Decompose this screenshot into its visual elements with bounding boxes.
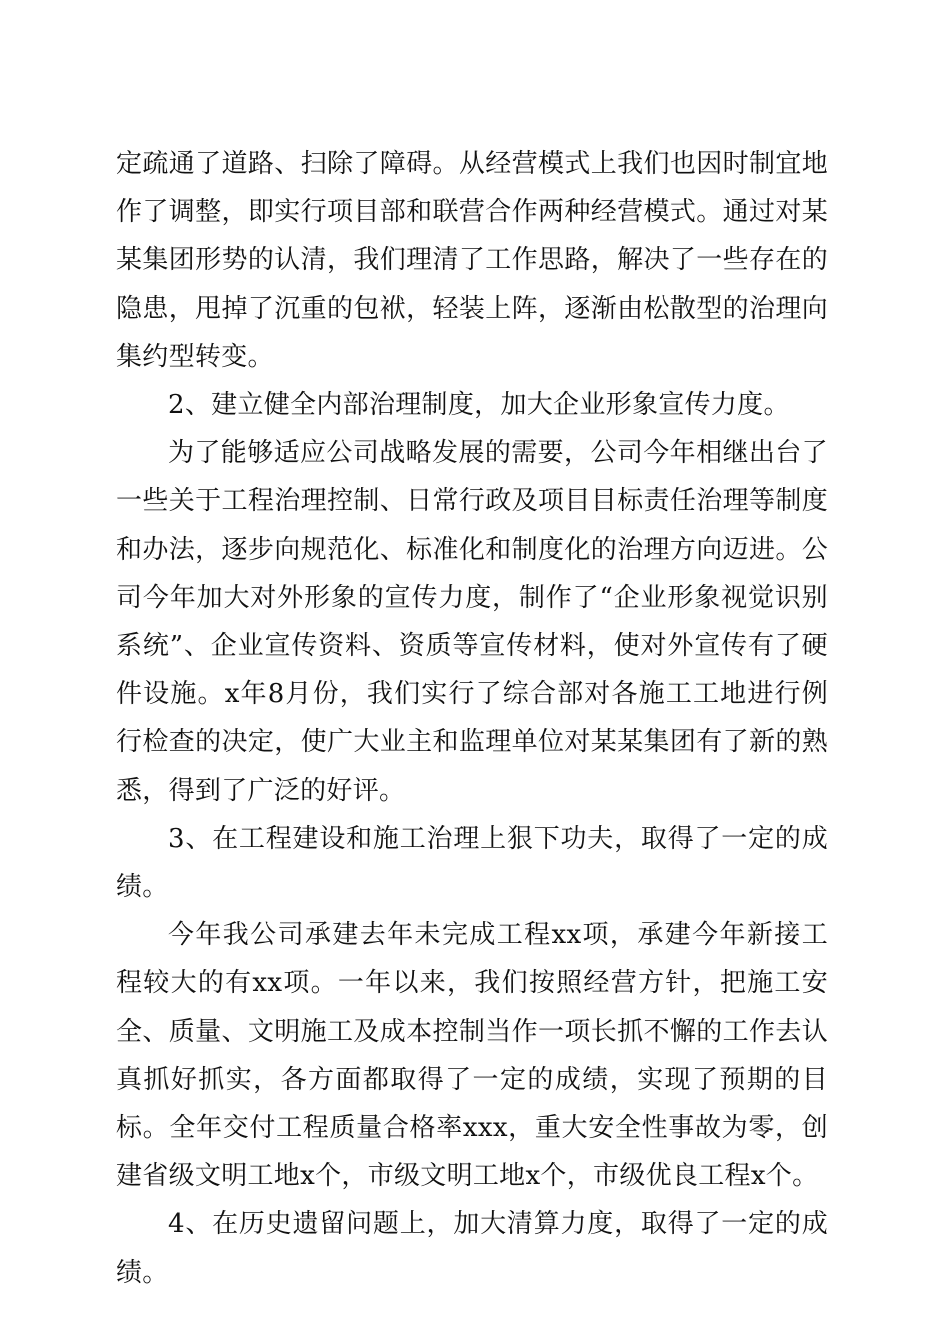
section-heading-3: 3、在工程建设和施工治理上狠下功夫，取得了一定的成绩。 — [116, 823, 828, 903]
paragraph-continued: 定疏通了道路、扫除了障碍。从经营模式上我们也因时制宜地作了调整，即实行项目部和联营合作两种经营模式。通过对某某集团形势的认清，我们理清了工作思路，解决了一些存在的隐患，甩掉了沉重的包袱，轻装上阵，逐渐由松散型的治理向集约型转变。 — [116, 149, 828, 372]
section-heading-4: 4、在历史遗留问题上，加大清算力度，取得了一定的成绩。 — [116, 1209, 828, 1288]
body-text — [116, 140, 828, 1297]
section-heading-2: 2、建立健全内部治理制度，加大企业形象宣传力度。 — [168, 390, 790, 421]
paragraph-management-system: 为了能够适应公司战略发展的需要，公司今年相继出台了一些关于工程治理控制、日常行政及项目目标责任治理等制度和办法，逐步向规范化、标准化和制度化的治理方向迈进。公司今年加大对外形象的宣传力度，制作了“企业形象视觉识别系统”、企业宣传资料、资质等宣传材料，使对外宣传有了硬件设施。x年8月份，我们实行了综合部对各施工工地进行例行检查的决定，使广大业主和监理单位对某某集团有了新的熟悉，得到了广泛的好评。 — [116, 438, 828, 806]
paragraph-construction: 今年我公司承建去年未完成工程xx项，承建今年新接工程较大的有xx项。一年以来，我们按照经营方针，把施工安全、质量、文明施工及成本控制当作一项长抓不懈的工作去认真抓好抓实，各方面都取得了一定的成绩，实现了预期的目标。全年交付工程质量合格率xxx，重大安全性事故为零，创建省级文明工地x个，市级文明工地x个，市级优良工程x个。 — [116, 920, 828, 1192]
